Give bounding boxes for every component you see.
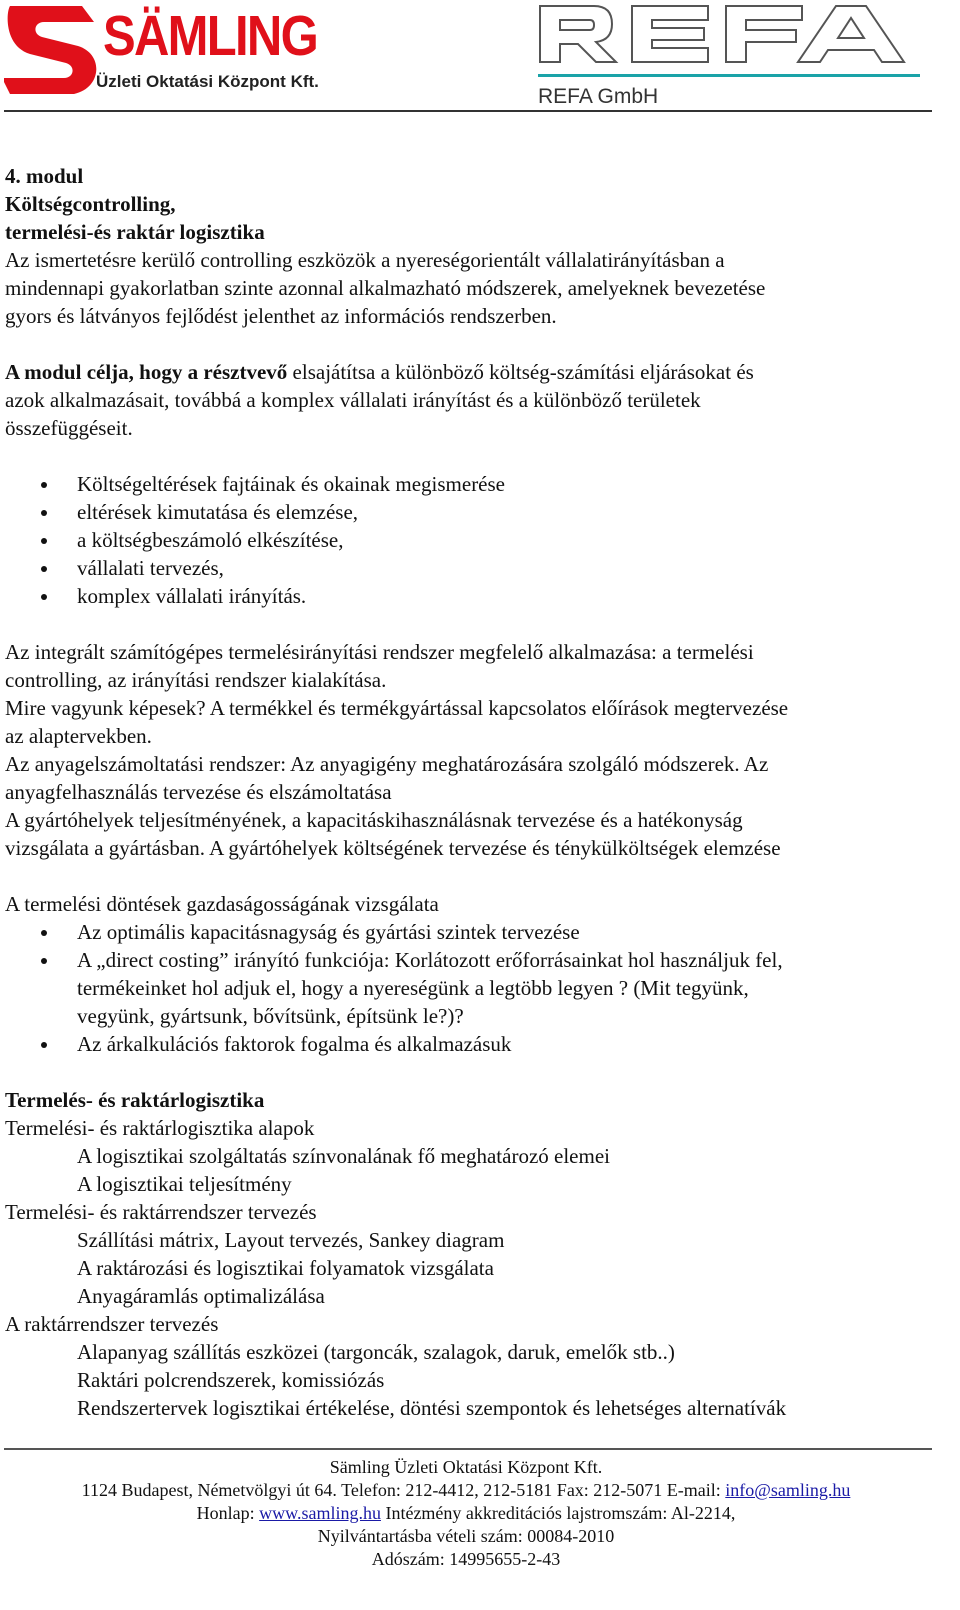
list-item-line: vegyünk, gyártsunk, bővítsünk, építsünk le?)? bbox=[77, 1004, 464, 1028]
logistics-item: A raktározási és logisztikai folyamatok vizsgálata bbox=[77, 1256, 494, 1280]
list-item: Az árkalkulációs faktorok fogalma és alkalmazásuk bbox=[5, 1030, 935, 1058]
list-item bbox=[5, 946, 935, 1030]
email-link[interactable]: info@samling.hu bbox=[725, 1480, 851, 1500]
logistics-item: Alapanyag szállítás eszközei (targoncák, szalagok, daruk, emelők stb..) bbox=[77, 1340, 675, 1364]
logistics-heading: Termelés- és raktárlogisztika bbox=[5, 1088, 265, 1112]
paragraph-line: anyagfelhasználás tervezése és elszámoltatása bbox=[5, 780, 392, 804]
logistics-group-title: Termelési- és raktárlogisztika alapok bbox=[5, 1116, 315, 1140]
refa-gmbh-label: REFA GmbH bbox=[538, 85, 659, 108]
decisions-heading: A termelési döntések gazdaságosságának vizsgálata bbox=[5, 892, 439, 916]
letterhead bbox=[0, 0, 960, 120]
module-title-line1: Költségcontrolling, bbox=[5, 192, 176, 216]
paragraph-line: A gyártóhelyek teljesítményének, a kapacitáskihasználásnak tervezése és a hatékonyság bbox=[5, 808, 743, 832]
list-item: a költségbeszámoló elkészítése, bbox=[5, 526, 935, 554]
footer-tax: Adószám: 14995655-2-43 bbox=[371, 1549, 561, 1569]
paragraph-line: controlling, az irányítási rendszer kialakítása. bbox=[5, 668, 387, 692]
header-divider bbox=[4, 110, 932, 112]
paragraph-line: Az anyagelszámoltatási rendszer: Az anyagigény meghatározására szolgáló módszerek. Az bbox=[5, 752, 769, 776]
footer bbox=[0, 1456, 932, 1571]
goal-line: azok alkalmazásait, továbbá a komplex vállalati irányítást és a különböző területek bbox=[5, 388, 701, 412]
logistics-item: Raktári polcrendszerek, komissiózás bbox=[77, 1368, 385, 1392]
paragraph-line: az alaptervekben. bbox=[5, 724, 152, 748]
list-item: vállalati tervezés, bbox=[5, 554, 935, 582]
footer-address-text: 1124 Budapest, Németvölgyi út 64. Telefon: 212-4412, 212-5181 Fax: 212-5071 E-mail: bbox=[81, 1480, 726, 1500]
logistics-item: Szállítási mátrix, Layout tervezés, Sankey diagram bbox=[77, 1228, 505, 1252]
goal-line: összefüggéseit. bbox=[5, 416, 133, 440]
list-item: Az optimális kapacitásnagyság és gyártási szintek tervezése bbox=[5, 918, 935, 946]
footer-homepage bbox=[0, 1502, 932, 1525]
accreditation-text: Intézmény akkreditációs lajstromszám: Al-2214, bbox=[380, 1503, 736, 1523]
samling-logo-wordmark: SÄMLING bbox=[103, 4, 317, 68]
intro-line: Az ismertetésre kerülő controlling eszközök a nyereségorientált vállalatirányításban a bbox=[5, 248, 725, 272]
footer-company: Sämling Üzleti Oktatási Központ Kft. bbox=[329, 1457, 603, 1477]
list-item: komplex vállalati irányítás. bbox=[5, 582, 935, 610]
homepage-label: Honlap: bbox=[196, 1503, 260, 1523]
logistics-item: Anyagáramlás optimalizálása bbox=[77, 1284, 325, 1308]
footer-divider bbox=[4, 1448, 932, 1450]
logistics-item: Rendszertervek logisztikai értékelése, döntési szempontok és lehetséges alternatívák bbox=[77, 1396, 787, 1420]
samling-subtitle: Üzleti Oktatási Központ Kft. bbox=[96, 72, 319, 91]
paragraph-line: vizsgálata a gyártásban. A gyártóhelyek költségének tervezése és ténykülköltségek elemzése bbox=[5, 836, 781, 860]
goal-line bbox=[5, 358, 935, 386]
list-item-line: A „direct costing” irányító funkciója: Korlátozott erőforrásainkat hol használjuk fel, bbox=[77, 948, 783, 972]
goal-lead: A modul célja, hogy a résztvevő bbox=[5, 360, 288, 384]
goal-text: elsajátítsa a különböző költség-számítási eljárásokat és bbox=[287, 360, 754, 384]
intro-line: gyors és látványos fejlődést jelenthet az információs rendszerben. bbox=[5, 304, 557, 328]
list-item-line: termékeinket hol adjuk el, hogy a nyereségünk a legtöbb legyen ? (Mit tegyünk, bbox=[77, 976, 749, 1000]
homepage-link[interactable]: www.samling.hu bbox=[259, 1503, 381, 1523]
module-number: 4. modul bbox=[5, 164, 84, 188]
paragraph-line: Az integrált számítógépes termelésirányítási rendszer megfelelő alkalmazása: a termelési bbox=[5, 640, 754, 664]
footer-address bbox=[0, 1479, 932, 1502]
paragraph-line: Mire vagyunk képesek? A termékkel és termékgyártással kapcsolatos előírások megtervezése bbox=[5, 696, 789, 720]
logistics-item: A logisztikai szolgáltatás színvonalának fő meghatározó elemei bbox=[77, 1144, 610, 1168]
intro-line: mindennapi gyakorlatban szinte azonnal alkalmazható módszerek, amelyeknek bevezetése bbox=[5, 276, 766, 300]
list-item: eltérések kimutatása és elemzése, bbox=[5, 498, 935, 526]
logistics-group-title: Termelési- és raktárrendszer tervezés bbox=[5, 1200, 317, 1224]
logistics-group-title: A raktárrendszer tervezés bbox=[5, 1312, 219, 1336]
decisions-list bbox=[5, 918, 935, 1058]
objectives-list bbox=[5, 470, 935, 610]
module-title-line2: termelési-és raktár logisztika bbox=[5, 220, 265, 244]
footer-registration: Nyilvántartásba vételi szám: 00084-2010 bbox=[317, 1526, 615, 1546]
module-content bbox=[5, 162, 935, 1422]
logistics-item: A logisztikai teljesítmény bbox=[77, 1172, 292, 1196]
list-item: Költségeltérések fajtáinak és okainak megismerése bbox=[5, 470, 935, 498]
